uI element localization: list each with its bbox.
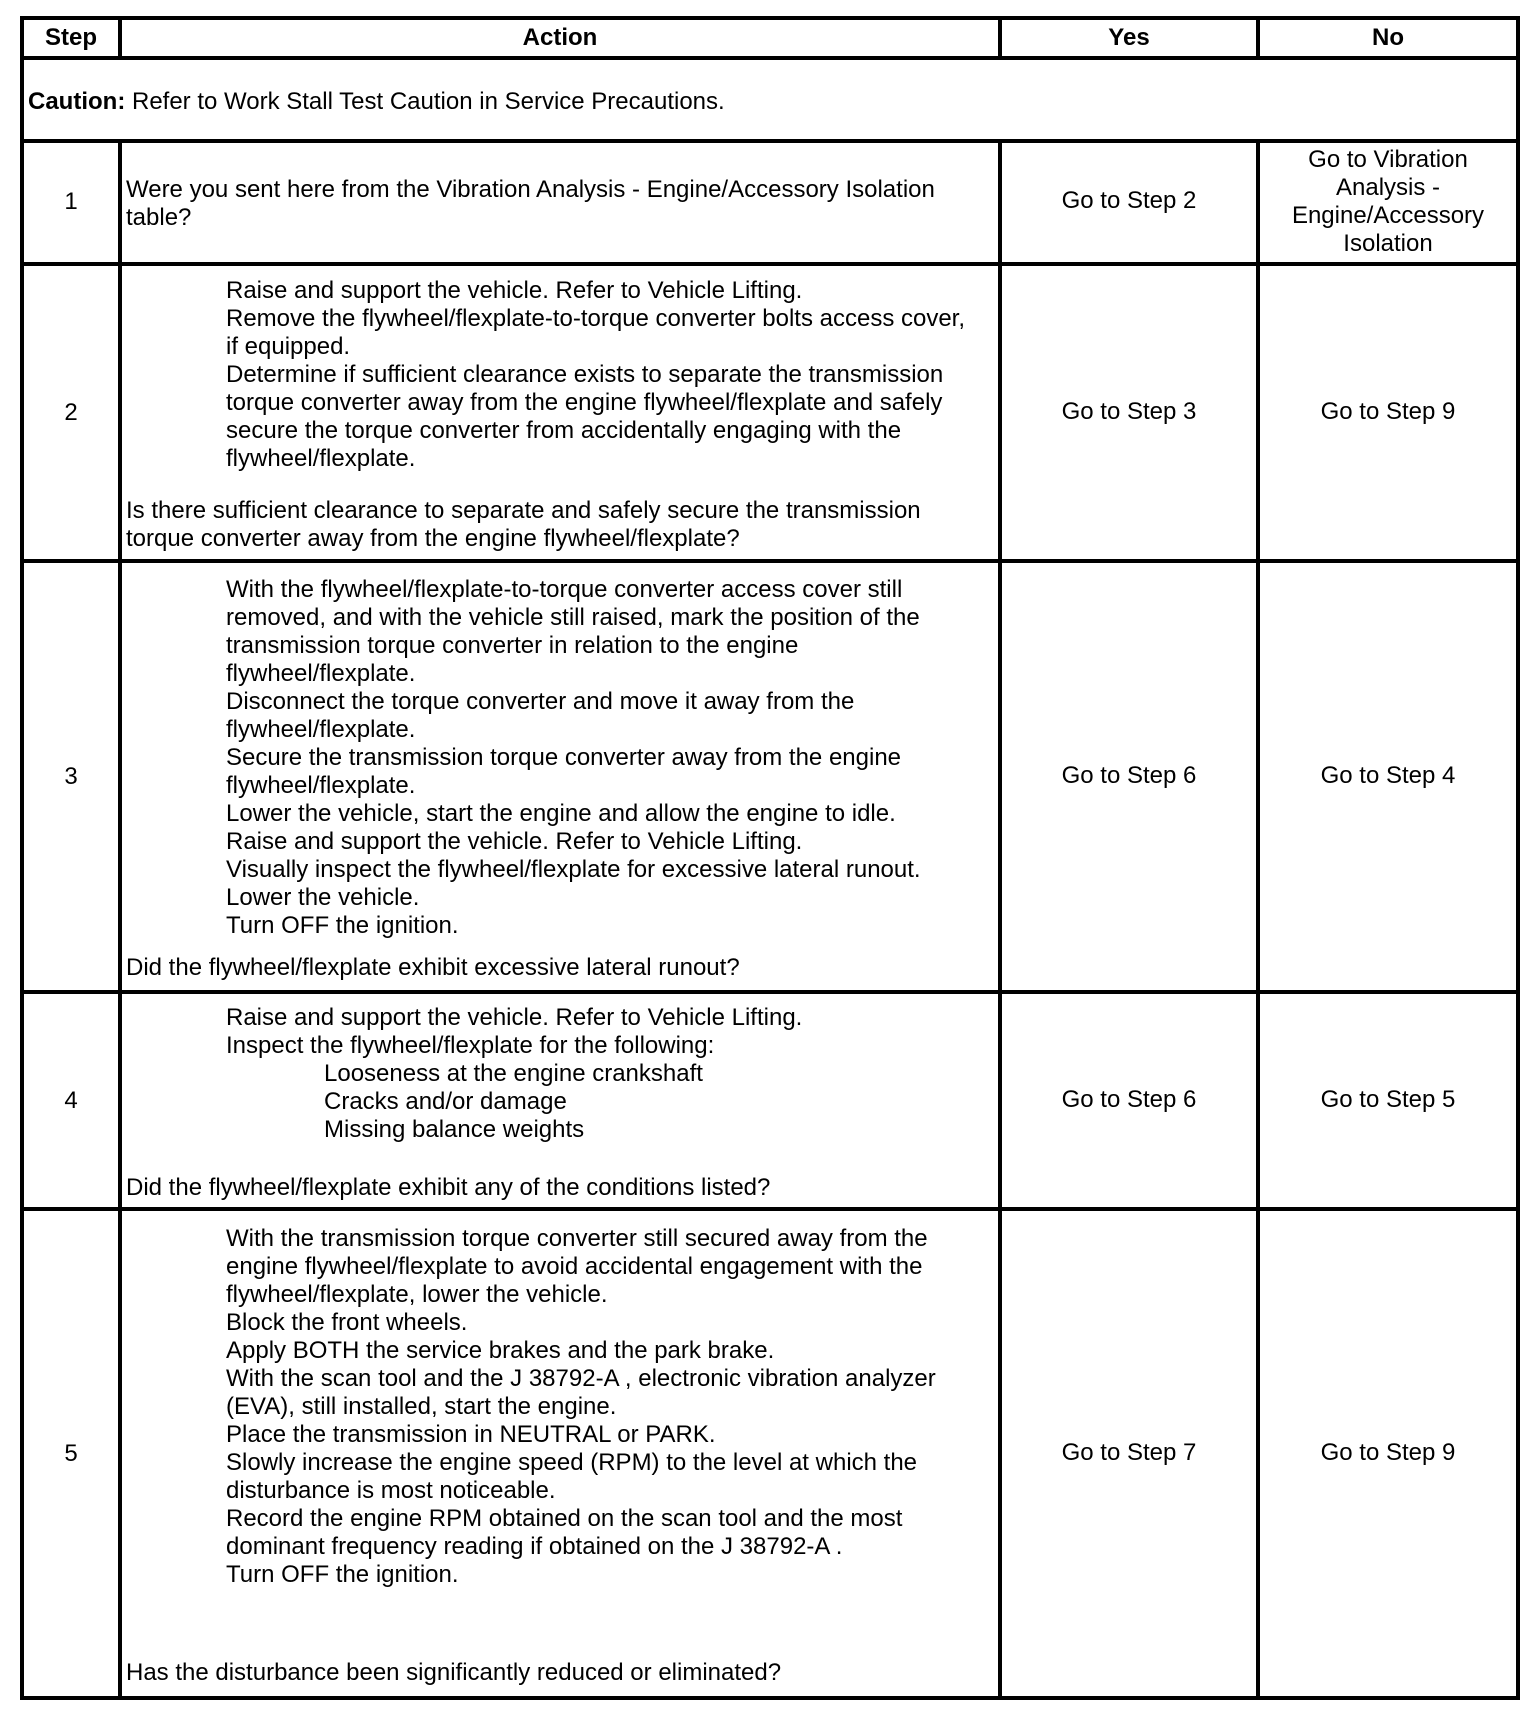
- step-number: 3: [22, 561, 120, 992]
- substep: With the transmission torque converter still secured away from the engine flywheel/flexplate to avoid accidental engagement with the flywheel/flexplate, lower the vehicle.: [226, 1224, 928, 1308]
- caution-cell: [22, 58, 1518, 141]
- action-cell: [120, 561, 1000, 992]
- substep: Apply BOTH the service brakes and the park brake.: [226, 1336, 775, 1364]
- substep: Record the engine RPM obtained on the scan tool and the most dominant frequency reading if obtained on the J 38792-A .: [226, 1504, 903, 1560]
- yes-result: Go to Step 3: [1000, 264, 1258, 561]
- step-number: 4: [22, 992, 120, 1209]
- substep: With the flywheel/flexplate-to-torque converter access cover still removed, and with the vehicle still raised, mark the position of the transmission torque converter in relation to the engine flywheel/flexplate.: [226, 575, 920, 687]
- condition-item: Missing balance weights: [324, 1115, 585, 1143]
- substep: Raise and support the vehicle. Refer to Vehicle Lifting.: [226, 276, 803, 304]
- header-yes: Yes: [1000, 18, 1258, 58]
- action-cell: [120, 1209, 1000, 1698]
- substep: Inspect the flywheel/flexplate for the following:: [226, 1031, 715, 1059]
- substep: Visually inspect the flywheel/flexplate for excessive lateral runout.: [226, 855, 921, 883]
- substep: Turn OFF the ignition.: [226, 1560, 459, 1588]
- step-number: 5: [22, 1209, 120, 1698]
- condition-item: Looseness at the engine crankshaft: [324, 1059, 703, 1087]
- substep: Lower the vehicle.: [226, 883, 420, 911]
- caution-text: Refer to Work Stall Test Caution in Service Precautions.: [125, 88, 725, 116]
- step-question: Did the flywheel/flexplate exhibit excessive lateral runout?: [126, 953, 740, 981]
- substep: Turn OFF the ignition.: [226, 911, 459, 939]
- substep: Raise and support the vehicle. Refer to Vehicle Lifting.: [226, 1003, 803, 1031]
- header-row: [22, 18, 1518, 58]
- step-row-1: [22, 141, 1518, 265]
- no-result: Go to Step 5: [1258, 992, 1518, 1209]
- diagnostic-steps-table: [20, 16, 1520, 1700]
- step-row-4: [22, 992, 1518, 1209]
- substep: Lower the vehicle, start the engine and allow the engine to idle.: [226, 799, 896, 827]
- no-result: Go to Vibration Analysis - Engine/Accessory Isolation: [1258, 141, 1518, 265]
- substep-list: [122, 271, 998, 473]
- no-result: Go to Step 9: [1258, 1209, 1518, 1698]
- no-result: Go to Step 9: [1258, 264, 1518, 561]
- substep: Disconnect the torque converter and move it away from the flywheel/flexplate.: [226, 687, 855, 743]
- substep-list: [122, 998, 998, 1144]
- yes-result: Go to Step 6: [1000, 992, 1258, 1209]
- step-number: 1: [22, 141, 120, 265]
- header-action: Action: [120, 18, 1000, 58]
- caution-row: [22, 58, 1518, 141]
- substep: Determine if sufficient clearance exists to separate the transmission torque converter away from the engine flywheel/flexplate and safely secure the torque converter from accidentally engaging with the flywheel/flexplate.: [226, 360, 944, 472]
- yes-result: Go to Step 6: [1000, 561, 1258, 992]
- substep-list: [122, 570, 998, 940]
- step-row-2: [22, 264, 1518, 561]
- condition-item: Cracks and/or damage: [324, 1087, 567, 1115]
- substep: Remove the flywheel/flexplate-to-torque converter bolts access cover, if equipped.: [226, 304, 966, 360]
- action-cell: [120, 992, 1000, 1209]
- yes-result: Go to Step 2: [1000, 141, 1258, 265]
- step-question: Is there sufficient clearance to separate and safely secure the transmission torque converter away from the engine flywheel/flexplate?: [126, 496, 921, 552]
- substep: Secure the transmission torque converter away from the engine flywheel/flexplate.: [226, 743, 902, 799]
- substep: Slowly increase the engine speed (RPM) to the level at which the disturbance is most noticeable.: [226, 1448, 918, 1504]
- substep: Block the front wheels.: [226, 1308, 468, 1336]
- substep: Place the transmission in NEUTRAL or PARK.: [226, 1420, 716, 1448]
- header-no: No: [1258, 18, 1518, 58]
- substep-list: [122, 1219, 998, 1589]
- step-number: 2: [22, 264, 120, 561]
- step-row-3: [22, 561, 1518, 992]
- step-question: Did the flywheel/flexplate exhibit any of the conditions listed?: [126, 1173, 771, 1201]
- step-row-5: [22, 1209, 1518, 1698]
- step-question: Were you sent here from the Vibration Analysis - Engine/Accessory Isolation table?: [126, 176, 935, 232]
- diagnostic-table-document: [20, 16, 1516, 1700]
- action-cell: [120, 141, 1000, 265]
- caution-label: Caution:: [28, 88, 126, 116]
- substep: With the scan tool and the J 38792-A , electronic vibration analyzer (EVA), still installed, start the engine.: [226, 1364, 936, 1420]
- action-cell: [120, 264, 1000, 561]
- substep: Raise and support the vehicle. Refer to Vehicle Lifting.: [226, 827, 803, 855]
- step-question: Has the disturbance been significantly reduced or eliminated?: [126, 1658, 782, 1686]
- no-result: Go to Step 4: [1258, 561, 1518, 992]
- header-step: Step: [22, 18, 120, 58]
- yes-result: Go to Step 7: [1000, 1209, 1258, 1698]
